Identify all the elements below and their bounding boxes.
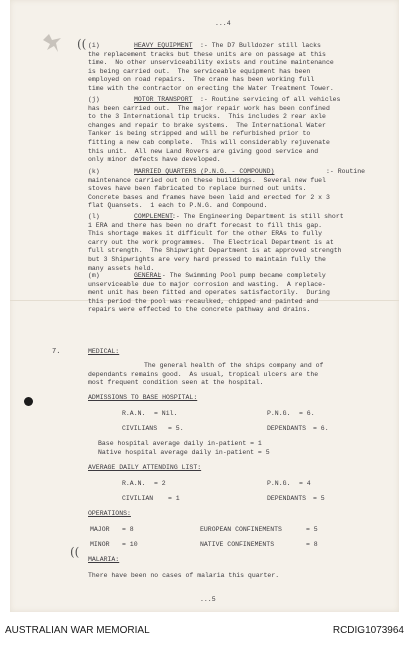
attending-ran-value: = 2 xyxy=(154,480,166,487)
section-l-number: (l) xyxy=(88,213,100,220)
admissions-ran-label: R.A.N. xyxy=(122,410,146,417)
punch-hole xyxy=(24,397,33,406)
attending-dependants-value: = 5 xyxy=(313,495,325,502)
medical-title: MEDICAL: xyxy=(88,348,120,355)
attending-title: AVERAGE DAILY ATTENDING LIST: xyxy=(88,464,202,471)
operations-major-label: MAJOR xyxy=(90,526,110,533)
attending-png-value: = 4 xyxy=(299,480,311,487)
section-m-text: :- The Swimming Pool pump became completely unserviceable due to major corrosion and wasting. A replace- ment unit has been fitted and operates satisfactorily. During this period the pool was recaulked, chipped and painted and repairs were effected to the concrete pathway and drains. xyxy=(88,272,330,314)
margin-tick-malaria: (( xyxy=(70,545,80,559)
section-j-text: :- Routine servicing of all vehicles has been carried out. The major repair work has been confined to the 3 International tip trucks. This includes 2 rear axle changes and repair to brake systems. The International Water Tanker is being stripped and will be refurbished prior to fitting a new cab complete. This will considerably rejuvenate this unit. All new Land Rovers are giving good service and only minor defects have developed. xyxy=(88,96,341,164)
margin-tick-mark: (( xyxy=(77,37,87,51)
document-page xyxy=(10,0,399,612)
admissions-ran-value: = Nil. xyxy=(154,410,178,417)
section-k-number: (k) xyxy=(88,168,100,175)
ink-smudge xyxy=(40,32,62,54)
operations-minor-value: = 10 xyxy=(122,541,138,548)
attending-civilian-value: = 1 xyxy=(168,495,180,502)
malaria-title: MALARIA: xyxy=(88,556,120,563)
attending-ran-label: R.A.N. xyxy=(122,480,146,487)
operations-native-label: NATIVE CONFINEMENTS xyxy=(200,541,275,548)
section-k-text: :- Routine maintenance carried out on these buildings. Several new fuel stoves have been fabricated to replace burned out units. Concrete bases and frames have been laid and erected for 2 x 3 flat Quansets. 1 each to P.N.G. and Compound. xyxy=(88,168,366,210)
operations-european-label: EUROPEAN CONFINEMENTS xyxy=(200,526,282,533)
admissions-title: ADMISSIONS TO BASE HOSPITAL: xyxy=(88,394,198,401)
section-i-heading: HEAVY EQUIPMENT xyxy=(134,42,193,49)
section-number: 7. xyxy=(52,348,61,356)
malaria-text: There have been no cases of malaria this quarter. xyxy=(88,572,280,579)
base-hospital-average: Base hospital average daily in-patient = 1 xyxy=(98,440,262,447)
native-hospital-average: Native hospital average daily in-patient = 5 xyxy=(98,449,270,456)
admissions-civilians-value: = 5. xyxy=(168,425,184,432)
page-number-top: ...4 xyxy=(215,20,231,27)
attending-dependants-label: DEPENDANTS xyxy=(267,495,307,502)
section-l-heading: COMPLEMENT xyxy=(134,213,174,220)
admissions-dependants-value: = 6. xyxy=(313,425,329,432)
admissions-civilians-label: CIVILIANS xyxy=(122,425,158,432)
operations-minor-label: MINOR xyxy=(90,541,110,548)
admissions-png-value: = 6. xyxy=(299,410,315,417)
archive-record-id: RCDIG1073964 xyxy=(332,625,404,636)
attending-png-label: P.N.G. xyxy=(267,480,291,487)
archive-name: AUSTRALIAN WAR MEMORIAL xyxy=(5,625,150,636)
section-i-text: :- The D7 Bulldozer still lacks the replacement tracks but these units are on passage at this time. No other unserviceability exists and routine maintenance is being carried out. The serviceable equipment has been employed on road repairs. The crane has been working full time with the contractor on erecting the Water Treatment Tower. xyxy=(88,42,334,92)
archive-footer xyxy=(0,612,410,653)
operations-native-value: = 8 xyxy=(306,541,318,548)
section-m-number: (m) xyxy=(88,272,100,279)
operations-european-value: = 5 xyxy=(306,526,318,533)
section-j-heading: MOTOR TRANSPORT xyxy=(134,96,193,103)
section-j-number: (j) xyxy=(88,96,100,103)
medical-intro: The general health of the ships company and of dependants remains good. As usual, tropical ulcers are the most frequent condition seen at the hospital. xyxy=(88,362,324,387)
operations-title: OPERATIONS: xyxy=(88,510,131,517)
section-k-heading: MARRIED QUARTERS (P.N.G. - COMPOUND) xyxy=(134,168,275,175)
operations-major-value: = 8 xyxy=(122,526,134,533)
admissions-png-label: P.N.G. xyxy=(267,410,291,417)
page-number-bottom: ...5 xyxy=(200,596,216,603)
section-m-heading: GENERAL xyxy=(134,272,162,279)
section-l-text: :- The Engineering Department is still short 1 ERA and there has been no draft forecast to fill this gap. This shortage makes it difficult for the other ERAs to fully carry out the work programmes. The Electrical Department is at full strength. The Shipwright Department is at approved strength but 3 Shipwrights are very hard pressed to maintain fully the many assets held. xyxy=(88,213,344,272)
admissions-dependants-label: DEPENDANTS xyxy=(267,425,307,432)
attending-civilian-label: CIVILIAN xyxy=(122,495,154,502)
section-i-number: (i) xyxy=(88,42,100,49)
